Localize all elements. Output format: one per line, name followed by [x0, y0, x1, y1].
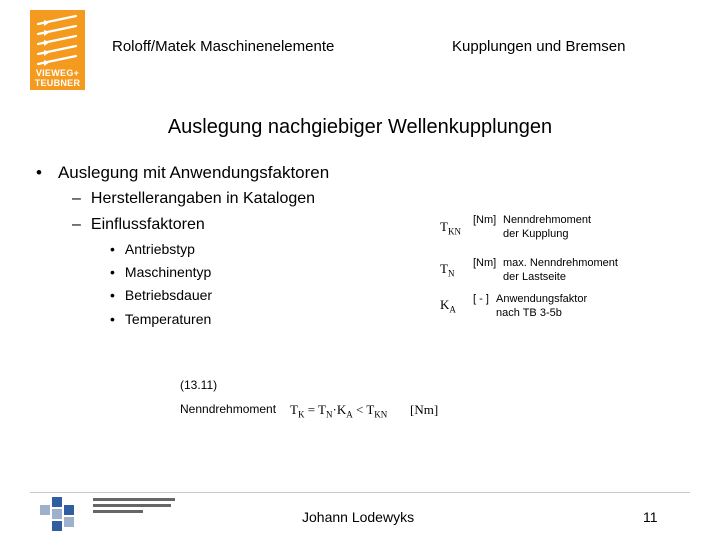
- header-book-title: Roloff/Matek Maschinenelemente: [112, 38, 335, 55]
- legend-symbol: $K_A$: [440, 297, 456, 315]
- legend-symbol: $T_N$: [440, 261, 455, 279]
- footer-author: Johann Lodewyks: [302, 509, 415, 525]
- formula-label: Nenndrehmoment: [180, 402, 277, 416]
- bullet-level2-text: Einflussfaktoren: [90, 216, 205, 233]
- bullet-level2-item: [72, 190, 315, 208]
- bullet-level1: [36, 163, 329, 183]
- legend-unit: [ - ]: [473, 293, 489, 305]
- formula-number: (13.11): [180, 378, 218, 392]
- bullet-dot-icon: •: [110, 264, 115, 280]
- logo-text-line1: VIEWEG+: [35, 68, 80, 78]
- bullet-level3-item: [110, 241, 195, 257]
- header-chapter-title: Kupplungen und Bremsen: [452, 38, 626, 55]
- bullet-dot-icon: •: [110, 311, 115, 327]
- feather-quills-icon: [30, 10, 85, 72]
- bullet-level1-text: Auslegung mit Anwendungsfaktoren: [57, 163, 330, 182]
- slide-title: Auslegung nachgiebiger Wellenkupplungen: [167, 116, 553, 138]
- bullet-dot-icon: •: [110, 241, 115, 257]
- legend-desc-line2: der Lastseite: [503, 271, 566, 283]
- legend-unit: [Nm]: [473, 214, 497, 226]
- logo-text-line2: TEUBNER: [34, 78, 81, 88]
- bullet-level3-item: [110, 287, 212, 303]
- bullet-level3-item: [110, 311, 211, 327]
- bullet-level2-text: Herstellerangaben in Katalogen: [90, 190, 316, 207]
- footer-page-number: 11: [643, 509, 658, 525]
- university-logo: [40, 497, 92, 529]
- formula-equation: $T_K = T_N\cdot K_A < T_{KN}$: [290, 402, 388, 420]
- bullet-dot-icon: •: [110, 287, 115, 303]
- formula-unit: [Nm]: [410, 402, 439, 417]
- legend-desc-line1: max. Nenndrehmoment: [503, 257, 618, 269]
- legend-unit: [Nm]: [473, 257, 497, 269]
- legend-desc-line2: nach TB 3-5b: [496, 307, 562, 319]
- bullet-level3-item: [110, 264, 211, 280]
- bullet-level2-item: [72, 216, 205, 234]
- legend-symbol: $T_{KN}$: [440, 219, 461, 237]
- publisher-logo: [30, 10, 85, 90]
- bullet-level3-text: Maschinentyp: [124, 264, 212, 280]
- university-logo-text: [93, 498, 175, 513]
- legend-desc-line2: der Kupplung: [503, 228, 569, 240]
- legend-desc-line1: Nenndrehmoment: [503, 214, 592, 226]
- bullet-level3-text: Antriebstyp: [124, 241, 195, 257]
- dash-icon: –: [72, 216, 81, 233]
- bullet-dot-icon: •: [36, 163, 42, 182]
- legend-desc-line1: Anwendungsfaktor: [496, 293, 588, 305]
- footer-divider: [30, 492, 690, 493]
- dash-icon: –: [72, 190, 81, 207]
- bullet-level3-text: Temperaturen: [124, 311, 212, 327]
- bullet-level3-text: Betriebsdauer: [124, 287, 213, 303]
